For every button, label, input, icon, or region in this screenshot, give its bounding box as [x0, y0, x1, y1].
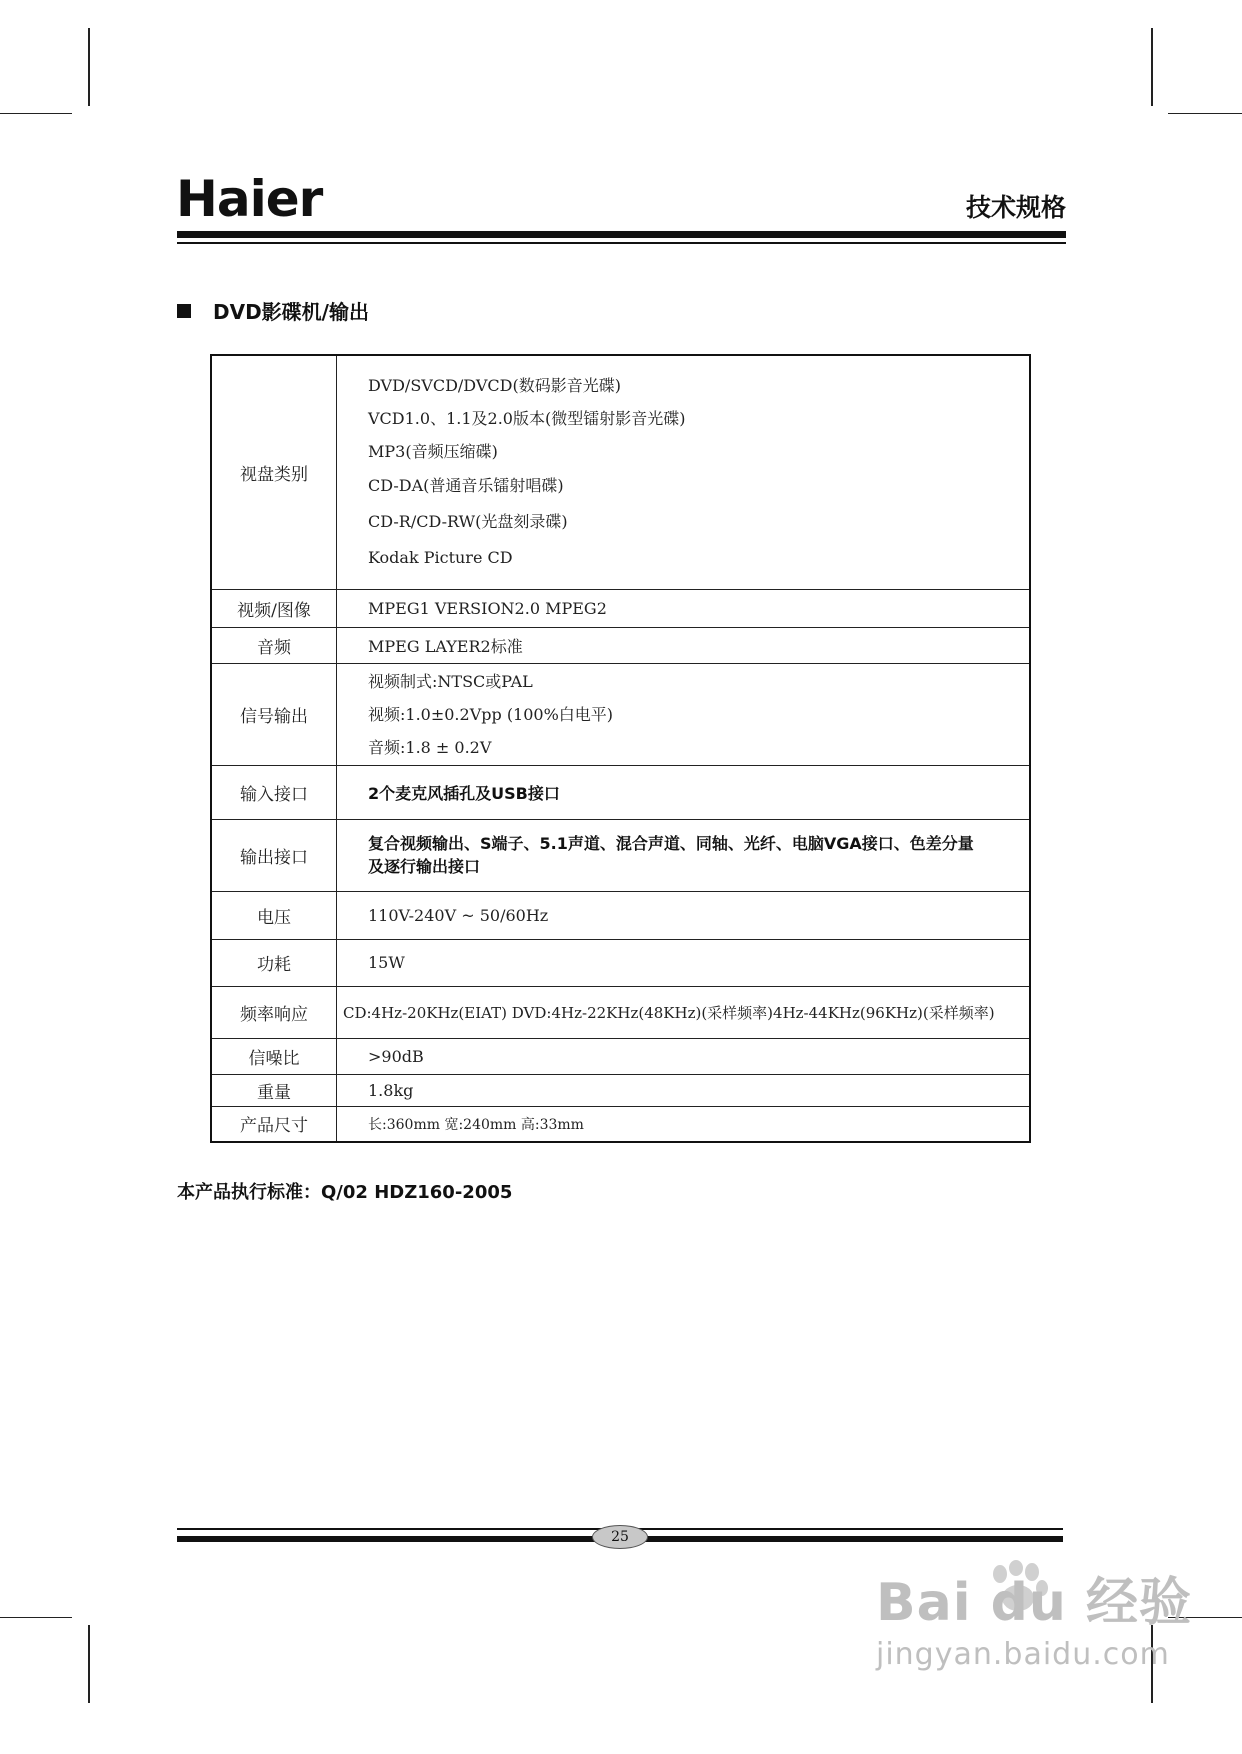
table-row: [211, 663, 1030, 765]
row-value: 15W: [337, 939, 1031, 986]
value-line: 音频:1.8 ± 0.2V: [368, 737, 492, 757]
header-rule-thin: [177, 242, 1066, 244]
value-line: Kodak Picture CD: [368, 547, 513, 567]
value-line: 视频:1.0±0.2Vpp (100%白电平): [368, 704, 614, 724]
table-row: [211, 1106, 1030, 1142]
row-label: 输出接口: [211, 819, 337, 891]
crop-mark: [0, 113, 72, 114]
value-line: CD-DA(普通音乐镭射唱碟): [368, 475, 564, 495]
table-row: [211, 765, 1030, 819]
watermark: [876, 1560, 1192, 1672]
crop-mark: [1151, 28, 1153, 106]
row-value: 长:360mm 宽:240mm 高:33mm: [337, 1106, 1031, 1142]
table-row: [211, 1038, 1030, 1074]
table-row: [211, 891, 1030, 939]
value-line: 及逐行输出接口: [368, 857, 481, 876]
row-value: CD:4Hz-20KHz(EIAT) DVD:4Hz-22KHz(48KHz)(采样频率)4Hz-44KHz(96KHz)(采样频率): [337, 986, 1031, 1038]
value-line: CD-R/CD-RW(光盘刻录碟): [368, 511, 568, 531]
crop-mark: [88, 1625, 90, 1703]
row-label: 信噪比: [211, 1038, 337, 1074]
row-label: 频率响应: [211, 986, 337, 1038]
row-label: 功耗: [211, 939, 337, 986]
row-value: 1.8kg: [337, 1074, 1031, 1106]
value-line: 复合视频输出、S端子、5.1声道、混合声道、同轴、光纤、电脑VGA接口、色差分量: [368, 834, 974, 853]
watermark-url: jingyan.baidu.com: [876, 1637, 1170, 1672]
table-row: [211, 627, 1030, 663]
crop-mark: [1168, 113, 1242, 114]
brand-logo: Haier: [176, 170, 323, 228]
table-row: [211, 355, 1030, 589]
row-value: [337, 819, 1031, 891]
value-line: MP3(音频压缩碟): [368, 441, 498, 461]
row-value: [337, 663, 1031, 765]
row-label: 电压: [211, 891, 337, 939]
row-label: 重量: [211, 1074, 337, 1106]
crop-mark: [88, 28, 90, 106]
row-label: 产品尺寸: [211, 1106, 337, 1142]
page-title: 技术规格: [965, 193, 1066, 222]
standard-note: 本产品执行标准：Q/02 HDZ160-2005: [177, 1182, 513, 1203]
section-heading: [177, 296, 369, 325]
table-row: [211, 1074, 1030, 1106]
header-rule-thick: [177, 231, 1066, 238]
value-line: VCD1.0、1.1及2.0版本(微型镭射影音光碟): [368, 408, 686, 428]
row-value: 2个麦克风插孔及USB接口: [337, 765, 1031, 819]
row-label: 信号输出: [211, 663, 337, 765]
row-value: MPEG1 VERSION2.0 MPEG2: [337, 589, 1031, 627]
table-row: [211, 939, 1030, 986]
row-label: 视频/图像: [211, 589, 337, 627]
row-label: 视盘类别: [211, 355, 337, 589]
row-label: 输入接口: [211, 765, 337, 819]
row-value: MPEG LAYER2标准: [337, 627, 1031, 663]
row-value: 110V-240V ~ 50/60Hz: [337, 891, 1031, 939]
page-number: 25: [592, 1525, 648, 1549]
table-row: [211, 589, 1030, 627]
section-heading-text: DVD影碟机/输出: [213, 300, 369, 324]
row-label: 音频: [211, 627, 337, 663]
value-line: 视频制式:NTSC或PAL: [368, 671, 533, 691]
table-row: [211, 986, 1030, 1038]
row-value: [337, 355, 1031, 589]
crop-mark: [0, 1617, 72, 1618]
row-value: >90dB: [337, 1038, 1031, 1074]
spec-table: [210, 354, 1031, 1143]
table-row: [211, 819, 1030, 891]
watermark-brand: Bai du 经验: [876, 1573, 1192, 1633]
square-bullet-icon: [177, 304, 191, 318]
value-line: DVD/SVCD/DVCD(数码影音光碟): [368, 375, 621, 395]
